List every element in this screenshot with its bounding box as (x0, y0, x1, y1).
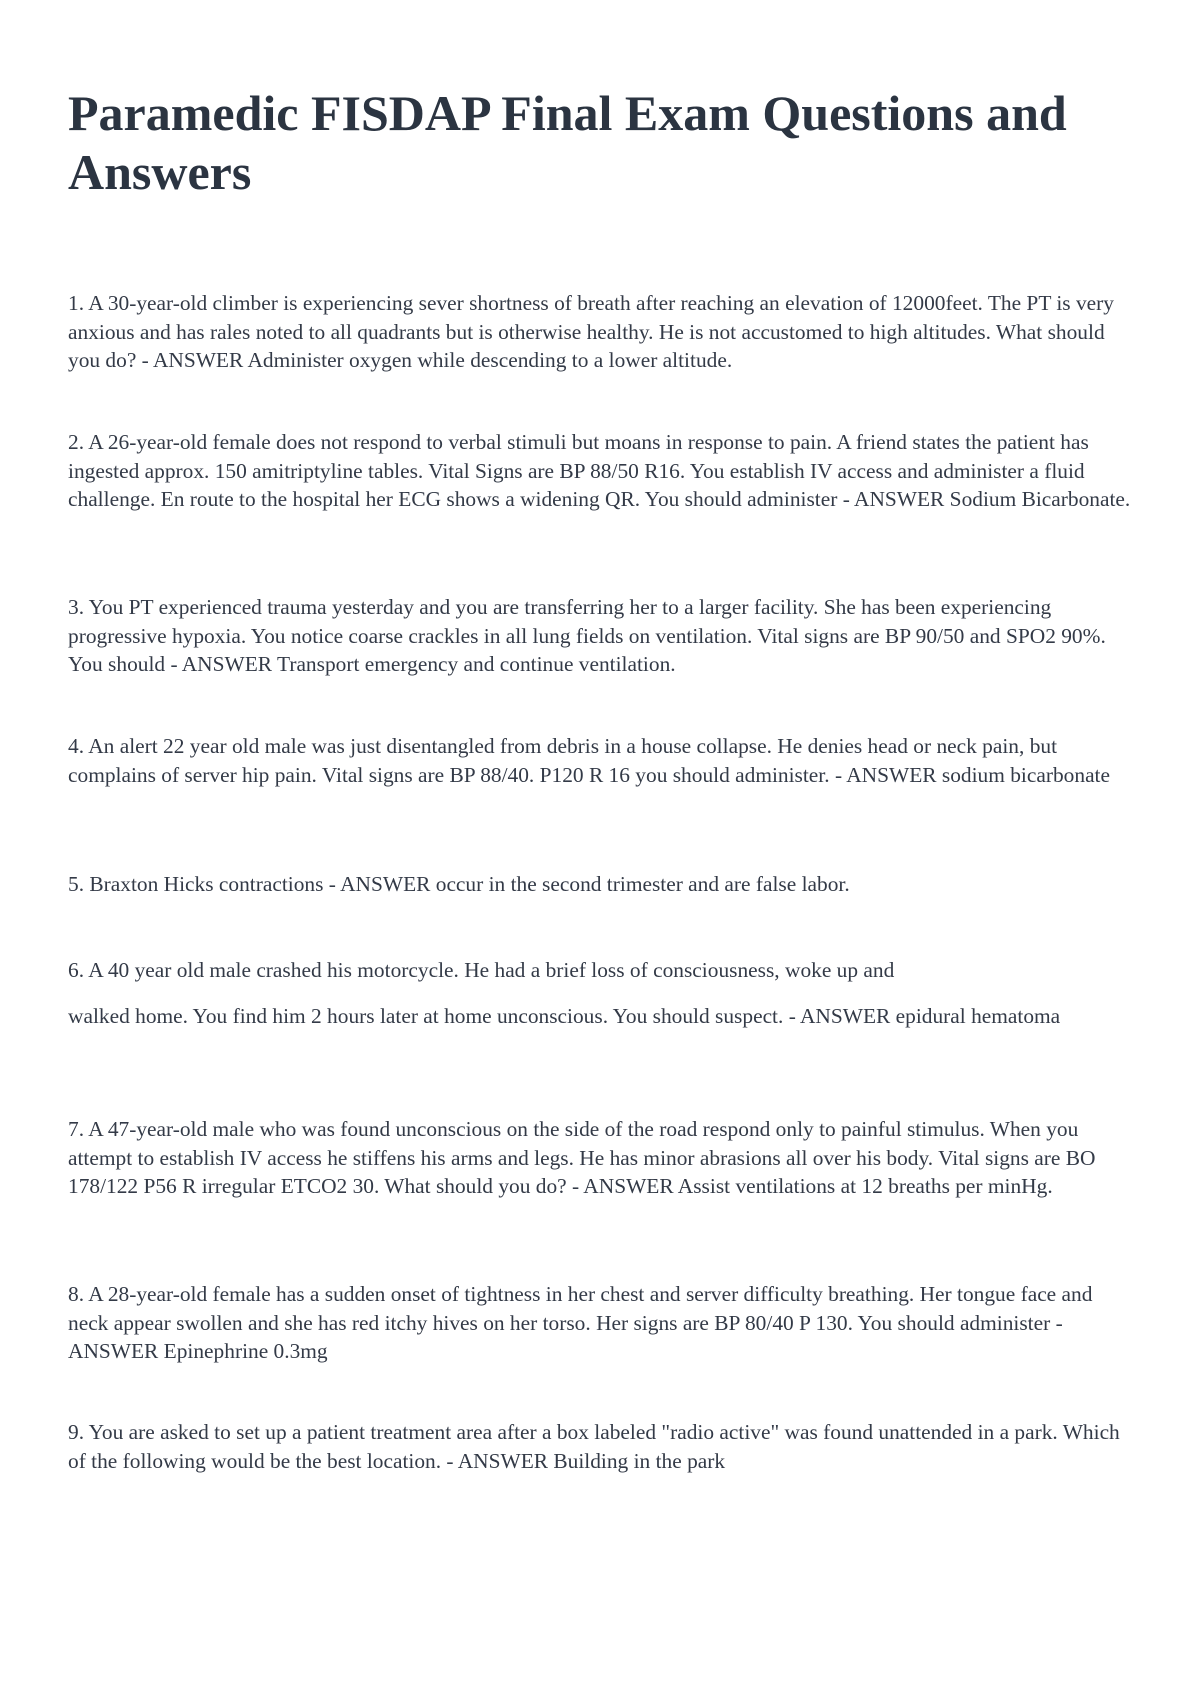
question-6-part-1: 6. A 40 year old male crashed his motorcycle. He had a brief loss of consciousness, woke up and (68, 958, 895, 982)
question-2: 2. A 26-year-old female does not respond to verbal stimuli but moans in response to pain. A friend states the patient has ingested approx. 150 amitriptyline tables. Vital Signs are BP 88/50 R16. You establish IV access and administer a fluid challenge. En route to the hospital her ECG shows a widening QR. You should administer - ANSWER Sodium Bicarbonate. (68, 430, 1131, 511)
question-6-part-2: walked home. You find him 2 hours later at home unconscious. You should suspect. - ANSWER epidural hematoma (68, 1004, 1061, 1028)
question-5: 5. Braxton Hicks contractions - ANSWER occur in the second trimester and are false labor. (68, 872, 850, 896)
question-9: 9. You are asked to set up a patient treatment area after a box labeled "radio active" was found unattended in a park. Which of the following would be the best location. - ANSWER Building in the park (68, 1420, 1120, 1473)
question-7: 7. A 47-year-old male who was found unconscious on the side of the road respond only to painful stimulus. When you attempt to establish IV access he stiffens his arms and legs. He has minor abrasions all over his body. Vital signs are BO 178/122 P56 R irregular ETCO2 30. What should you do? - ANSWER Assist ventilations at 12 breaths per minHg. (68, 1117, 1096, 1198)
question-8: 8. A 28-year-old female has a sudden onset of tightness in her chest and server difficulty breathing. Her tongue face and neck appear swollen and she has red itchy hives on her torso. Her signs are BP 80/40 P 130. You should administer - ANSWER Epinephrine 0.3mg (68, 1282, 1093, 1363)
document-title: Paramedic FISDAP Final Exam Questions and Answers (68, 85, 1067, 200)
question-1: 1. A 30-year-old climber is experiencing sever shortness of breath after reaching an elevation of 12000feet. The PT is very anxious and has rales noted to all quadrants but is otherwise healthy. He is not accustomed to high altitudes. What should you do? - ANSWER Administer oxygen while descending to a lower altitude. (68, 291, 1114, 372)
question-4: 4. An alert 22 year old male was just disentangled from debris in a house collapse. He denies head or neck pain, but complains of server hip pain. Vital signs are BP 88/40. P120 R 16 you should administer. - ANSWER sodium bicarbonate (68, 734, 1110, 787)
question-3: 3. You PT experienced trauma yesterday and you are transferring her to a larger facility. She has been experiencing progressive hypoxia. You notice coarse crackles in all lung fields on ventilation. Vital signs are BP 90/50 and SPO2 90%. You should - ANSWER Transport emergency and continue ventilation. (68, 595, 1106, 676)
